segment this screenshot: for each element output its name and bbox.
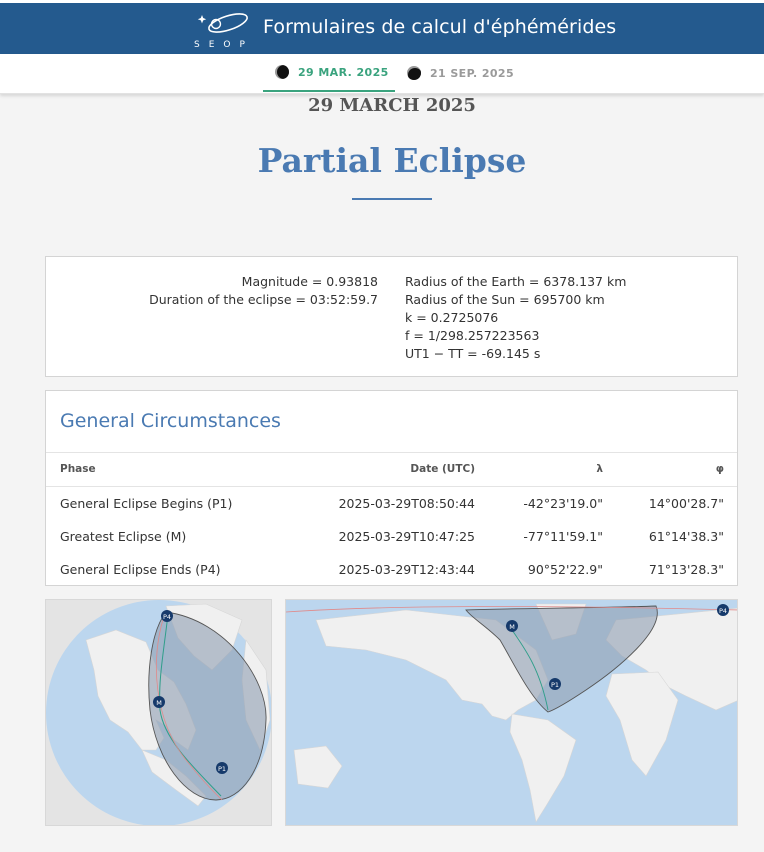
table-row — [46, 487, 737, 520]
duration-value: Duration of the eclipse = 03:52:59.7 — [149, 292, 378, 307]
app-header — [0, 0, 764, 54]
eclipse-parameters-right — [405, 273, 626, 363]
eclipse-tabs — [0, 54, 764, 94]
world-eclipse-map[interactable] — [285, 599, 738, 826]
phi-cell: 61°14'38.3" — [648, 529, 724, 544]
marker-p1-label: P1 — [550, 681, 560, 689]
lambda-cell: -77°11'59.1" — [523, 529, 603, 544]
phase-cell: General Eclipse Ends (P4) — [60, 562, 221, 577]
page-title: Partial Eclipse — [257, 141, 527, 180]
lambda-cell: -42°23'19.0" — [523, 496, 603, 511]
tab-29-mar-2025[interactable] — [263, 54, 395, 92]
tab-label: 21 SEP. 2025 — [430, 66, 515, 80]
flattening-value: f = 1/298.257223563 — [405, 328, 540, 343]
lambda-cell: 90°52'22.9" — [527, 562, 603, 577]
logo-text: SEOP — [194, 40, 254, 50]
tab-label: 29 MAR. 2025 — [298, 65, 389, 79]
section-title: General Circumstances — [60, 410, 281, 432]
world-map-svg — [286, 600, 738, 826]
earth-radius-value: Radius of the Earth = 6378.137 km — [405, 274, 627, 289]
app-title: Formulaires de calcul d'éphémérides — [263, 16, 617, 38]
marker-p1[interactable] — [216, 762, 228, 774]
column-header-date[interactable]: Date (UTC) — [410, 463, 475, 475]
eclipse-parameters-panel — [45, 256, 738, 377]
marker-p4[interactable] — [717, 604, 729, 616]
column-header-lambda[interactable]: λ — [596, 463, 603, 475]
marker-m[interactable] — [506, 620, 518, 632]
marker-m-label: M — [156, 699, 162, 707]
tab-21-sep-2025[interactable] — [405, 54, 525, 92]
marker-p4-label: P4 — [162, 613, 172, 621]
date-cell: 2025-03-29T08:50:44 — [338, 496, 475, 511]
sun-radius-value: Radius of the Sun = 695700 km — [405, 292, 605, 307]
ut1-tt-value: UT1 − TT = -69.145 s — [405, 346, 541, 361]
circumstances-table — [46, 452, 737, 586]
marker-m-label: M — [509, 623, 515, 631]
column-header-phi[interactable]: φ — [715, 463, 724, 475]
phase-cell: Greatest Eclipse (M) — [60, 529, 187, 544]
eclipse-date-heading: 29 MARCH 2025 — [308, 95, 476, 116]
table-row — [46, 553, 737, 586]
date-cell: 2025-03-29T10:47:25 — [338, 529, 475, 544]
eclipse-moon-icon — [407, 66, 421, 80]
phi-cell: 71°13'28.3" — [648, 562, 724, 577]
magnitude-value: Magnitude = 0.93818 — [241, 274, 378, 289]
phase-cell: General Eclipse Begins (P1) — [60, 496, 233, 511]
date-cell: 2025-03-29T12:43:44 — [338, 562, 475, 577]
marker-p4-label: P4 — [718, 607, 728, 615]
marker-m[interactable] — [153, 696, 165, 708]
general-circumstances-panel — [45, 390, 738, 586]
table-header-row — [46, 452, 737, 487]
seop-logo-icon[interactable] — [192, 9, 254, 51]
eclipse-parameters-left — [149, 273, 378, 309]
eclipse-moon-icon — [275, 65, 289, 79]
table-row — [46, 520, 737, 553]
marker-p4[interactable] — [161, 610, 173, 622]
marker-p1[interactable] — [549, 678, 561, 690]
marker-p1-label: P1 — [217, 765, 227, 773]
k-value: k = 0.2725076 — [405, 310, 499, 325]
column-header-phase[interactable]: Phase — [60, 463, 96, 475]
globe-map-svg — [46, 600, 272, 826]
title-divider — [352, 198, 432, 200]
phi-cell: 14°00'28.7" — [648, 496, 724, 511]
globe-eclipse-map[interactable] — [45, 599, 272, 826]
